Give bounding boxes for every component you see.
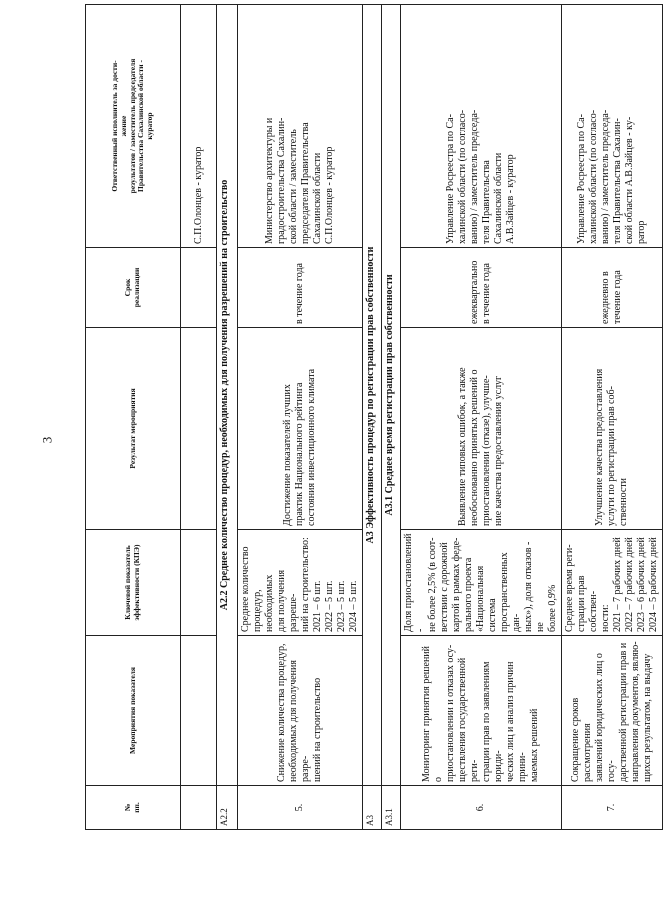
row-number: 6.: [401, 786, 562, 830]
row-result: Выявление типовых ошибок, а также необоснованно принятых решений о приостановлении (отказе), улучше- ние качества предоставления услуг: [401, 328, 562, 530]
section-code: А3.1: [382, 786, 401, 830]
section-row-a31: [382, 5, 401, 830]
row-deadline: ежедневно в течение года: [562, 248, 663, 328]
header-responsible: Ответственный исполнитель за дости- жение результатов / заместитель председателя Правительства Сахалинской области - куратор: [86, 5, 181, 248]
table-row: [238, 5, 363, 830]
table-header-row: [86, 5, 181, 830]
row-number: 7.: [562, 786, 663, 830]
section-title: А3.1 Среднее время регистрации прав собственности: [382, 5, 401, 786]
section-title: А3 Эффективность процедур по регистрации прав собственности: [363, 5, 382, 786]
measures-table: [85, 4, 663, 830]
row-kpi: Доля приостановлений - не более 2,5% (в соот- ветствии с дорожной картой в рамках феде- рального проекта «Национальная система пространственных дан- ных»), доля отказов - не более 0,9%: [401, 530, 562, 636]
section-code: А2.2: [217, 786, 238, 830]
row-deadline: в течение года: [238, 248, 363, 328]
header-num: № пп.: [86, 786, 181, 830]
cell: [181, 530, 217, 636]
section-row-a3: [363, 5, 382, 830]
section-code: А3: [363, 786, 382, 830]
header-result: Результат мероприятия: [86, 328, 181, 530]
cell: [181, 636, 217, 786]
row-measure: Снижение количества процедур, необходимых для получения разре- шений на строительство: [238, 636, 363, 786]
cell: [181, 786, 217, 830]
row-kpi: Среднее количество процедур, необходимых для получения разреше- ний на строительство: 2021 – 6 шт. 2022 – 5 шт. 2023 – 5 шт. 2024 – 5 шт.: [238, 530, 363, 636]
section-row-a22: [217, 5, 238, 830]
row-result: Улучшение качества предоставления услуги по регистрации прав соб- ственности: [562, 328, 663, 530]
top-continuation-row: [181, 5, 217, 830]
row-kpi: Среднее время реги- страции прав собствен- ности: 2021 – 7 рабочих дней 2022 – 7 рабочих дней 2023 – 6 рабочих дней 2024 – 5 рабочих дней: [562, 530, 663, 636]
row-deadline: ежеквартально в течение года: [401, 248, 562, 328]
page-number: 3: [39, 436, 55, 444]
cell: [181, 328, 217, 530]
cell: [181, 248, 217, 328]
row-responsible: Управление Росреестра по Са- халинской области (по согласо- ванию) / заместитель предсeда- теля Правительства Сахалинской области А.В.Зайцев - куратор: [401, 5, 562, 248]
rotated-table-container: [85, 5, 659, 830]
row-number: 5.: [238, 786, 363, 830]
table-row: [401, 5, 562, 830]
row-responsible: Управление Росреестра по Са- халинской области (по согласо- ванию) / заместитель председа- теля Правительства Сахалин- ской области А.В.Зайцев - ку- ратор: [562, 5, 663, 248]
row-measure: Мониторинг принятия решений о приостановлении и отказах осу- ществления государственной реги- страции прав по заявлениям юриди- ческих лиц и анализ причин прини- маемых решений: [401, 636, 562, 786]
section-title: А2.2 Среднее количество процедур, необходимых для получения разрешений на строительство: [217, 5, 238, 786]
header-measure: Мероприятия показателя: [86, 636, 181, 786]
row-responsible: Министерство архитектуры и градостроительства Сахалин- ской области / заместитель председателя Правительства Сахалинской области С.П.Олонцев - куратор: [238, 5, 363, 248]
header-deadline: Срок реализации: [86, 248, 181, 328]
row-result: Достижение показателей лучших практик Национального рейтинга состояния инвестиционного климата: [238, 328, 363, 530]
header-kpi: Ключевой показатель эффективности (КПЭ): [86, 530, 181, 636]
top-responsible: С.П.Олонцев - куратор: [181, 5, 217, 248]
table-row: [562, 5, 663, 830]
row-measure: Сокращение сроков рассмотрения заявлений юридических лиц о госу- дарственной регистрации прав и направления документов, являю- щихся результатом, на выдачу: [562, 636, 663, 786]
